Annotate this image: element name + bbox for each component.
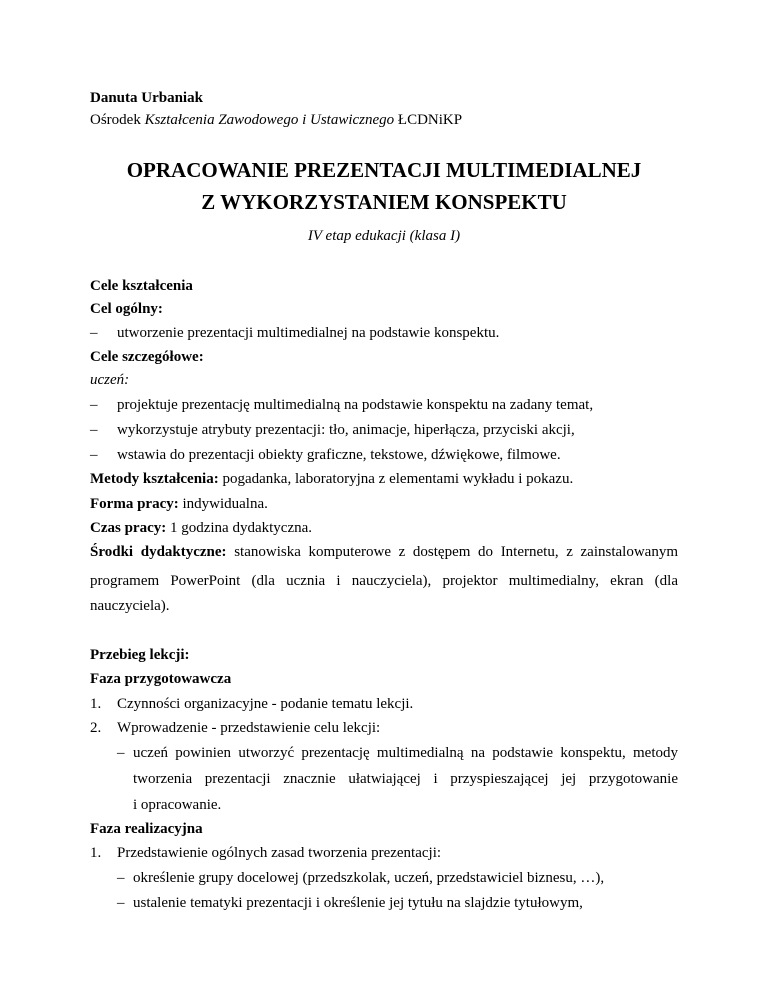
time-line xyxy=(90,518,312,538)
means-label: Środki dydaktyczne: xyxy=(90,544,227,560)
specific-goal-dash: – xyxy=(90,447,98,463)
form-line xyxy=(90,494,268,514)
specific-goal-item: projektuje prezentację multimedialną na podstawie konspektu na zadany temat, xyxy=(117,397,594,413)
prep-item-number: 2. xyxy=(90,720,102,736)
prep-sub-line-1: uczeń powinien utworzyć prezentację multimedialną na podstawie konspektu, metody xyxy=(133,745,678,761)
title-line-1: OPRACOWANIE PREZENTACJI MULTIMEDIALNEJ xyxy=(126,158,642,182)
real-sub-dash: – xyxy=(117,870,125,886)
prep-phase-heading: Faza przygotowawcza xyxy=(90,671,232,687)
prep-item-text: Czynności organizacyjne - podanie tematu lekcji. xyxy=(117,696,414,712)
specific-goal-dash: – xyxy=(90,397,98,413)
time-text: 1 godzina dydaktyczna. xyxy=(169,520,313,536)
real-item-number: 1. xyxy=(90,845,102,861)
prep-sub-dash: – xyxy=(117,745,125,761)
methods-line xyxy=(90,469,573,489)
specific-goal-dash: – xyxy=(90,422,98,438)
realization-phase-heading: Faza realizacyjna xyxy=(90,821,203,837)
methods-text: pogadanka, laboratoryjna z elementami wykładu i pokazu. xyxy=(222,471,574,487)
general-goal-item: utworzenie prezentacji multimedialnej na podstawie konspektu. xyxy=(117,325,500,341)
affiliation-prefix: Ośrodek xyxy=(90,112,141,128)
time-label: Czas pracy: xyxy=(90,520,167,536)
prep-item-text: Wprowadzenie - przedstawienie celu lekcji: xyxy=(117,720,381,736)
general-goal-dash: – xyxy=(90,325,98,341)
affiliation-suffix: ŁCDNiKP xyxy=(397,112,463,128)
methods-label: Metody kształcenia: xyxy=(90,471,219,487)
specific-goal-item: wykorzystuje atrybuty prezentacji: tło, animacje, hiperłącza, przyciski akcji, xyxy=(117,422,575,438)
means-text: stanowiska komputerowe z dostępem do Internetu, z zainstalowanym xyxy=(234,544,678,560)
lesson-heading: Przebieg lekcji: xyxy=(90,647,190,663)
means-line-2: programem PowerPoint (dla ucznia i nauczyciela), projektor multimedialny, ekran (dla xyxy=(90,573,678,589)
means-line-3: nauczyciela). xyxy=(90,598,170,614)
prep-sub-line-3: i opracowanie. xyxy=(133,797,222,813)
prep-sub-line-2: tworzenia prezentacji znacznie ułatwiającej i przyspieszającej jej przygotowanie xyxy=(133,771,678,787)
title-line-2: Z WYKORZYSTANIEM KONSPEKTU xyxy=(201,190,567,214)
author-affiliation xyxy=(90,110,462,130)
affiliation-italic: Kształcenia Zawodowego i Ustawicznego xyxy=(144,112,395,128)
real-sub-item: określenie grupy docelowej (przedszkolak, uczeń, przedstawiciel biznesu, …), xyxy=(133,870,605,886)
real-sub-item: ustalenie tematyki prezentacji i określenie jej tytułu na slajdzie tytułowym, xyxy=(133,895,583,911)
prep-item-number: 1. xyxy=(90,696,102,712)
general-goal-label: Cel ogólny: xyxy=(90,301,163,317)
specific-goals-label: Cele szczegółowe: xyxy=(90,349,204,365)
real-item-text: Przedstawienie ogólnych zasad tworzenia prezentacji: xyxy=(117,845,442,861)
real-sub-dash: – xyxy=(117,895,125,911)
student-label: uczeń: xyxy=(90,372,130,388)
subtitle: IV etap edukacji (klasa I) xyxy=(307,228,461,244)
specific-goal-item: wstawia do prezentacji obiekty graficzne, tekstowe, dźwiękowe, filmowe. xyxy=(117,447,561,463)
form-label: Forma pracy: xyxy=(90,496,179,512)
goals-heading: Cele kształcenia xyxy=(90,278,193,294)
author-name: Danuta Urbaniak xyxy=(90,90,203,106)
means-line-1 xyxy=(90,542,678,562)
form-text: indywidualna. xyxy=(182,496,268,512)
